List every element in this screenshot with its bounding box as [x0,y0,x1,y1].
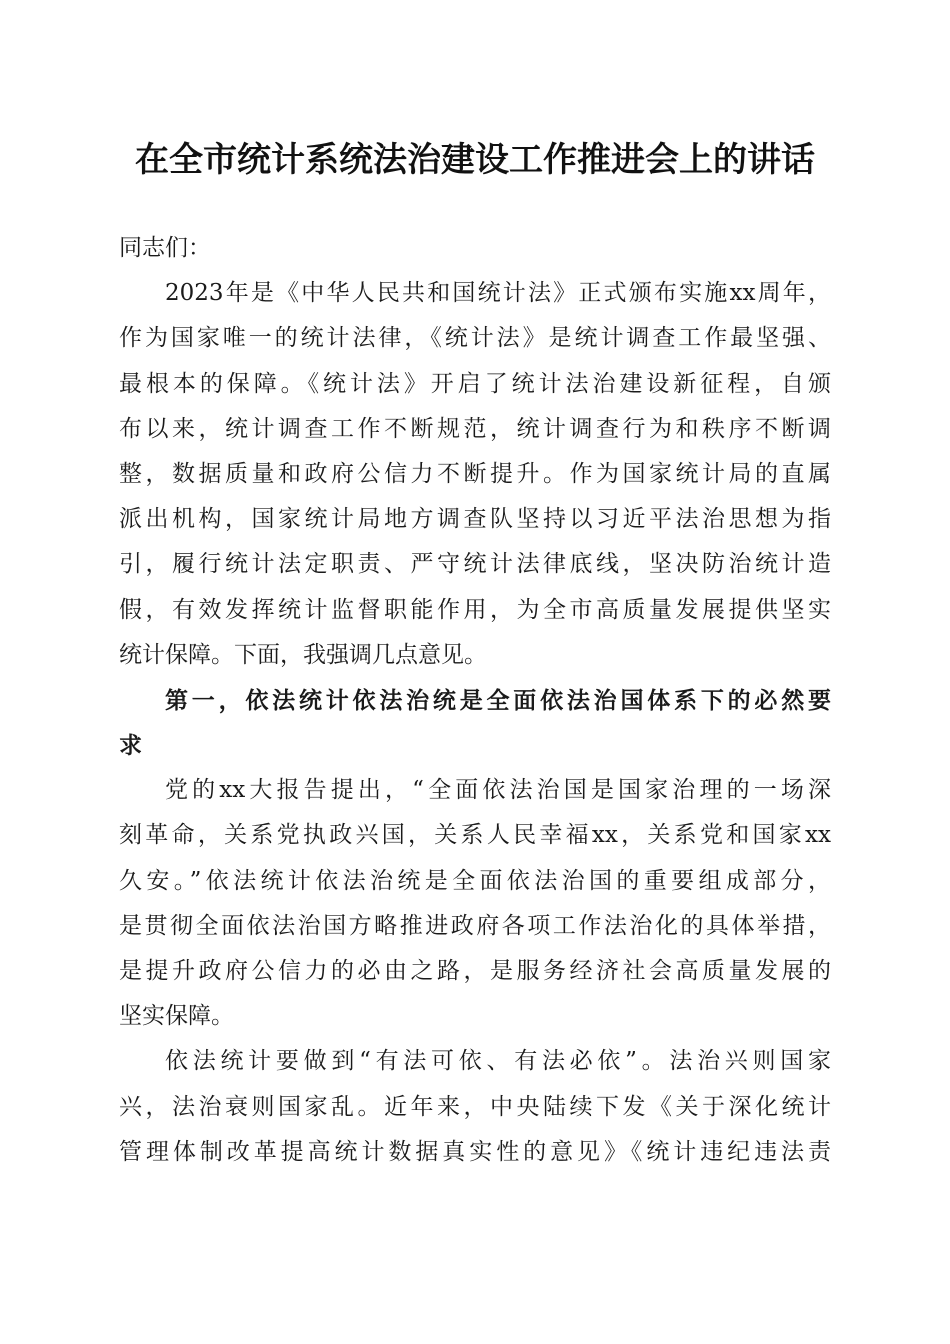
paragraph-line: 管理体制改革提高统计数据真实性的意见》《统计违纪违法责 [119,1138,831,1165]
paragraph-line: 久安。”依法统计依法治统是全面依法治国的重要组成部分， [119,867,831,894]
paragraph-2 [119,768,831,1039]
paragraph-line: 2023年是《中华人民共和国统计法》正式颁布实施xx周年， [165,280,831,307]
paragraph-line: 统计保障。下面，我强调几点意见。 [119,641,487,668]
salutation: 同志们： [119,235,211,261]
section-heading-line: 第一，依法统计依法治统是全面依法治国体系下的必然要 [165,686,831,714]
paragraph-line: 引，履行统计法定职责、严守统计法律底线，坚决防治统计造 [119,551,831,578]
section-heading-1 [119,678,831,768]
paragraph-line: 最根本的保障。《统计法》开启了统计法治建设新征程，自颁 [119,370,831,397]
paragraph-line: 刻革命，关系党执政兴国，关系人民幸福xx，关系党和国家xx [119,822,831,849]
paragraph-line: 假，有效发挥统计监督职能作用，为全市高质量发展提供坚实 [119,596,831,623]
paragraph-line: 作为国家唯一的统计法律，《统计法》是统计调查工作最坚强、 [119,325,831,352]
paragraph-line: 是贯彻全面依法治国方略推进政府各项工作法治化的具体举措， [119,912,831,939]
document-title: 在全市统计系统法治建设工作推进会上的讲话 [135,140,815,180]
paragraph-line: 布以来，统计调查工作不断规范，统计调查行为和秩序不断调 [119,415,831,442]
section-heading-line: 求 [119,732,142,760]
paragraph-line: 是提升政府公信力的必由之路，是服务经济社会高质量发展的 [119,958,831,984]
paragraph-line: 坚实保障。 [119,1003,234,1030]
paragraph-1 [119,271,831,678]
paragraph-line: 整，数据质量和政府公信力不断提升。作为国家统计局的直属 [119,460,831,487]
paragraph-line: 依法统计要做到“有法可依、有法必依”。法治兴则国家 [165,1048,831,1075]
paragraph-line: 派出机构，国家统计局地方调查队坚持以习近平法治思想为指 [119,506,831,533]
paragraph-3 [119,1039,831,1175]
paragraph-line: 兴，法治衰则国家乱。近年来，中央陆续下发《关于深化统计 [119,1093,831,1120]
document-body [119,226,831,1175]
paragraph-line: 党的xx大报告提出，“全面依法治国是国家治理的一场深 [165,777,831,804]
